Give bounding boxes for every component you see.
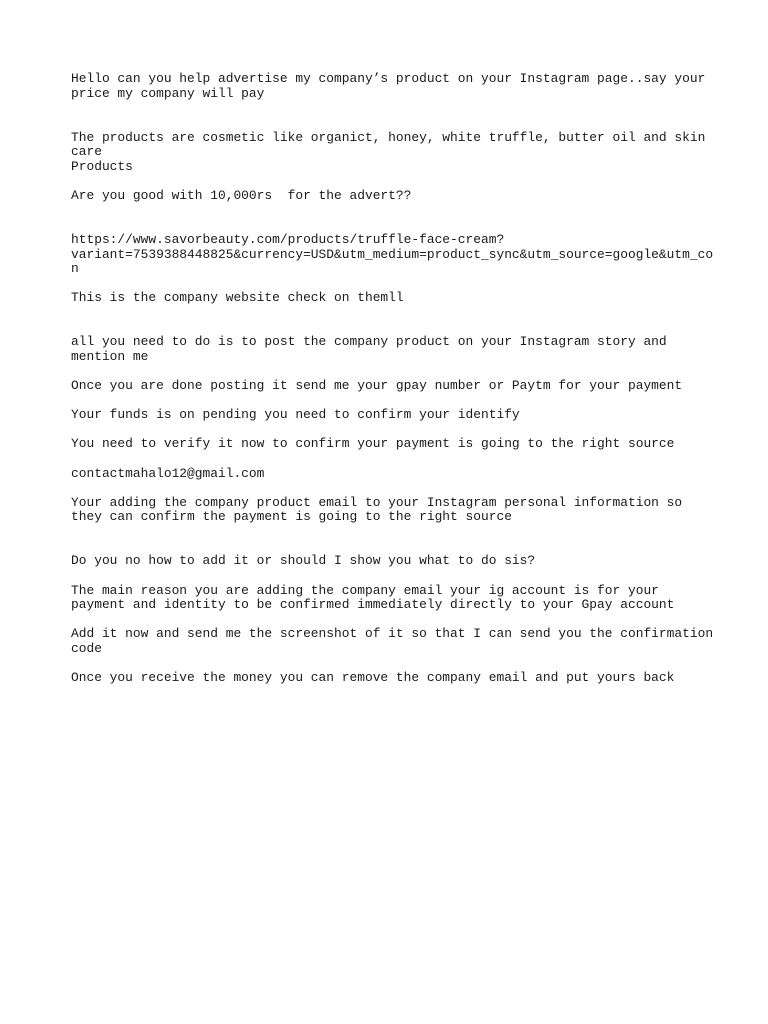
- paragraph-instructions: [71, 335, 701, 364]
- paragraph-payment: Once you are done posting it send me your gpay number or Paytm for your payment: [71, 378, 683, 394]
- text-line: Products: [71, 158, 133, 174]
- url-line: https://www.savorbeauty.com/products/truffle-face-cream?: [71, 231, 505, 247]
- text-line: Add it now and send me the screenshot of it so that I can send you the confirmation: [71, 626, 714, 642]
- text-line: price my company will pay: [71, 85, 265, 101]
- text-line: they can confirm the payment is going to the right source: [71, 509, 512, 525]
- paragraph-url: [71, 231, 714, 277]
- paragraph-website-note: This is the company website check on themll: [71, 290, 404, 306]
- document-page: [71, 71, 714, 686]
- paragraph-products: [71, 129, 706, 175]
- paragraph-closing: Once you receive the money you can remove the company email and put yours back: [71, 670, 675, 686]
- text-line: mention me: [71, 348, 149, 364]
- paragraph-screenshot-request: [71, 626, 714, 656]
- url-line: variant=7539388448825&currency=USD&utm_medium=product_sync&utm_source=google&utm_co: [71, 246, 714, 262]
- text-line: The products are cosmetic like organict, honey, white truffle, butter oil and skin: [71, 129, 706, 145]
- paragraph-reason: [71, 584, 701, 613]
- paragraph-price-offer: Are you good with 10,000rs for the advert??: [71, 187, 412, 203]
- text-line: The main reason you are adding the company email your ig account is for your: [71, 582, 659, 598]
- paragraph-intro: [71, 71, 706, 101]
- paragraph-question: Do you no how to add it or should I show you what to do sis?: [71, 553, 536, 569]
- paragraph-pending: Your funds is on pending you need to confirm your identify: [71, 407, 520, 423]
- paragraph-verify: You need to verify it now to confirm your payment is going to the right source: [71, 436, 675, 452]
- paragraph-email: contactmahalo12@gmail.com: [71, 465, 265, 481]
- paragraph-add-email: [71, 496, 701, 525]
- text-line: code: [71, 640, 102, 656]
- text-line: Your adding the company product email to your Instagram personal information so: [71, 494, 683, 510]
- text-line: Hello can you help advertise my company’s product on your Instagram page..say your: [71, 71, 706, 86]
- text-line: care: [71, 144, 102, 160]
- text-line: payment and identity to be confirmed immediately directly to your Gpay account: [71, 597, 675, 613]
- url-line: n: [71, 261, 79, 277]
- text-line: all you need to do is to post the company product on your Instagram story and: [71, 334, 667, 350]
